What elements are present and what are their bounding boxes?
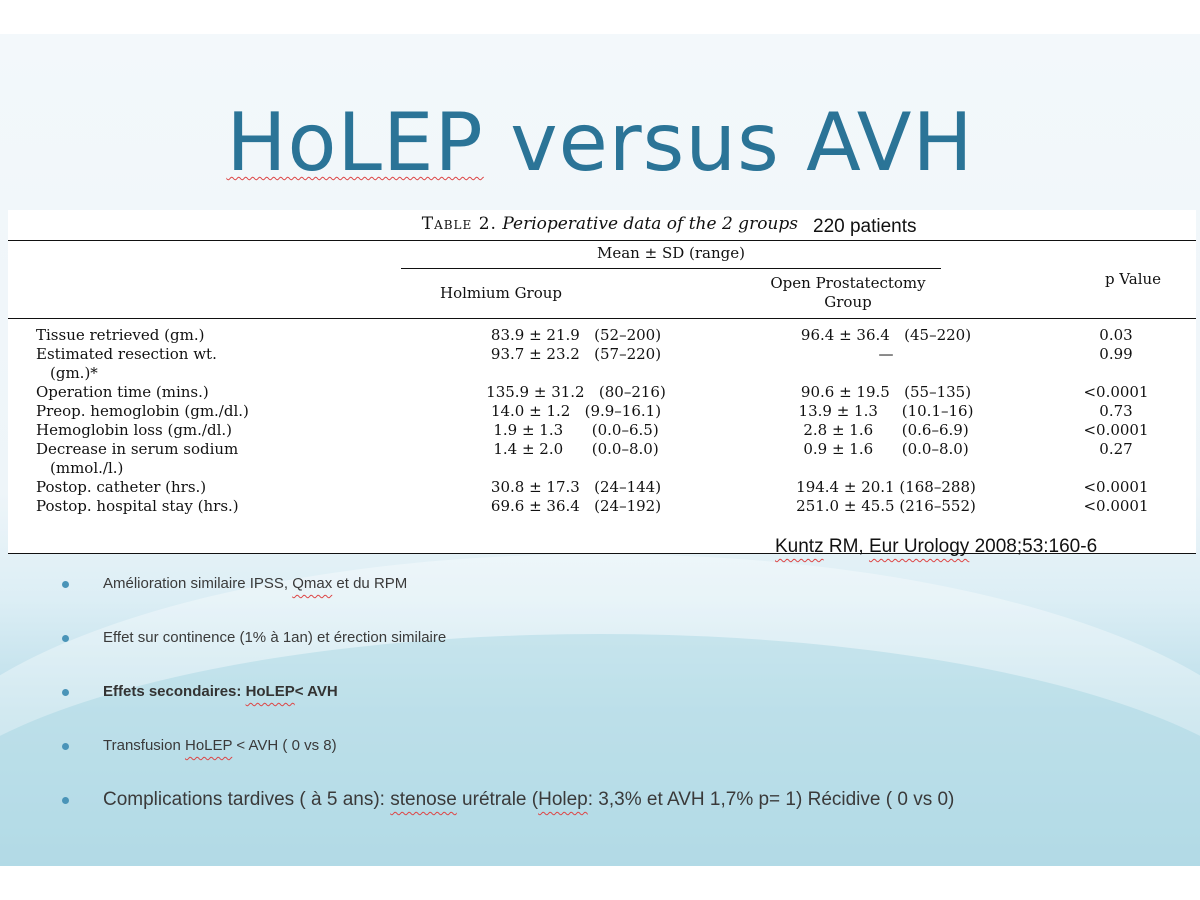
holmium-value bbox=[416, 478, 736, 497]
holmium-value bbox=[416, 345, 736, 383]
open-value bbox=[736, 440, 1036, 478]
bullet-dot-icon bbox=[62, 581, 69, 588]
bullet-1-qmax: Qmax bbox=[292, 575, 333, 592]
holmium-value-text: 1.9 ± 1.3 (0.0–6.5) bbox=[493, 421, 659, 439]
header-holmium: Holmium Group bbox=[439, 284, 563, 302]
row-label bbox=[8, 478, 416, 497]
table-top-rule bbox=[8, 240, 1196, 241]
p-value bbox=[1036, 402, 1196, 421]
bullet-3-text: Effets secondaires: bbox=[103, 683, 246, 700]
header-group-rule bbox=[401, 268, 941, 269]
p-value-text: <0.0001 bbox=[1083, 383, 1149, 401]
holmium-value bbox=[416, 326, 736, 345]
bullet-4-tail: < AVH ( 0 vs 8) bbox=[232, 737, 337, 754]
table-caption-label: Table 2. bbox=[421, 214, 497, 234]
data-table bbox=[8, 326, 1196, 516]
row-label-text: Estimated resection wt. bbox=[36, 345, 217, 363]
holmium-value bbox=[416, 421, 736, 440]
holmium-value bbox=[416, 383, 736, 402]
bullet-text bbox=[103, 683, 338, 700]
citation bbox=[775, 536, 1097, 558]
holmium-value-text: 93.7 ± 23.2 (57–220) bbox=[490, 345, 662, 363]
holmium-value-text: 30.8 ± 17.3 (24–144) bbox=[490, 478, 662, 496]
table-row bbox=[8, 383, 1196, 402]
open-value-text: 194.4 ± 20.1 (168–288) bbox=[796, 478, 976, 496]
open-value-text: 90.6 ± 19.5 (55–135) bbox=[800, 383, 972, 401]
header-bottom-rule bbox=[8, 318, 1196, 319]
row-label-text: Postop. hospital stay (hrs.) bbox=[36, 497, 239, 515]
open-value-text: — bbox=[878, 345, 894, 363]
bullet-text: Effet sur continence (1% à 1an) et érection similaire bbox=[103, 629, 447, 646]
row-label bbox=[8, 497, 416, 516]
open-value bbox=[736, 402, 1036, 421]
p-value-text: 0.27 bbox=[1099, 440, 1133, 458]
holmium-value-text: 135.9 ± 31.2 (80–216) bbox=[486, 383, 666, 401]
row-label bbox=[8, 345, 416, 383]
table-caption-text: Perioperative data of the 2 groups bbox=[502, 214, 798, 234]
row-label-text: Preop. hemoglobin (gm./dl.) bbox=[36, 402, 249, 420]
table-row bbox=[8, 440, 1196, 478]
open-value-text: 2.8 ± 1.6 (0.6–6.9) bbox=[803, 421, 969, 439]
open-value-text: 96.4 ± 36.4 (45–220) bbox=[800, 326, 972, 344]
open-value bbox=[736, 326, 1036, 345]
citation-journal: Eur Urology bbox=[868, 536, 970, 557]
header-p-value: p Value bbox=[1104, 270, 1162, 288]
open-value bbox=[736, 383, 1036, 402]
holmium-value-text: 14.0 ± 1.2 (9.9–16.1) bbox=[490, 402, 662, 420]
p-value bbox=[1036, 497, 1196, 516]
row-label bbox=[8, 402, 416, 421]
open-value bbox=[736, 478, 1036, 497]
table-row bbox=[8, 421, 1196, 440]
open-value bbox=[736, 345, 1036, 383]
header-group: Mean ± SD (range) bbox=[597, 244, 745, 262]
bullet-3-holep: HoLEP bbox=[245, 683, 295, 700]
p-value bbox=[1036, 478, 1196, 497]
row-label-text: Decrease in serum sodium bbox=[36, 440, 239, 458]
row-label-continuation: (gm.)* bbox=[50, 364, 98, 382]
holmium-value bbox=[416, 440, 736, 478]
row-label bbox=[8, 383, 416, 402]
row-label-continuation: (mmol./l.) bbox=[50, 459, 124, 477]
slide bbox=[0, 34, 1200, 866]
table-row bbox=[8, 345, 1196, 383]
row-label-text: Operation time (mins.) bbox=[36, 383, 209, 401]
bullet-5-stenose: stenose bbox=[390, 789, 457, 810]
p-value bbox=[1036, 383, 1196, 402]
bullet-dot-icon bbox=[62, 689, 69, 696]
row-label-text: Postop. catheter (hrs.) bbox=[36, 478, 207, 496]
bullet-text bbox=[103, 575, 407, 592]
table-caption bbox=[8, 214, 798, 234]
bullet-5-holep: Holep bbox=[538, 789, 588, 810]
bullet-5-tail: : 3,3% et AVH 1,7% p= 1) Récidive ( 0 vs 0) bbox=[587, 789, 955, 810]
citation-author: Kuntz bbox=[775, 536, 824, 557]
table-row bbox=[8, 497, 1196, 516]
open-value-text: 251.0 ± 45.5 (216–552) bbox=[796, 497, 976, 515]
bullet-5-text: Complications tardives ( à 5 ans): bbox=[103, 789, 391, 810]
row-label bbox=[8, 326, 416, 345]
p-value bbox=[1036, 345, 1196, 383]
row-label bbox=[8, 421, 416, 440]
row-label-text: Hemoglobin loss (gm./dl.) bbox=[36, 421, 232, 439]
holmium-value bbox=[416, 497, 736, 516]
bullet-3-tail: < AVH bbox=[294, 683, 338, 700]
p-value bbox=[1036, 421, 1196, 440]
bullet-text bbox=[103, 789, 954, 811]
row-label-text: Tissue retrieved (gm.) bbox=[36, 326, 205, 344]
table-row bbox=[8, 326, 1196, 345]
open-value bbox=[736, 421, 1036, 440]
holmium-value-text: 83.9 ± 21.9 (52–200) bbox=[490, 326, 662, 344]
holmium-value-text: 69.6 ± 36.4 (24–192) bbox=[490, 497, 662, 515]
p-value-text: <0.0001 bbox=[1083, 421, 1149, 439]
title-holep: HoLEP bbox=[226, 96, 484, 189]
open-value bbox=[736, 497, 1036, 516]
patients-note: 220 patients bbox=[813, 216, 917, 237]
bullet-1-text: Amélioration similaire IPSS, bbox=[103, 575, 293, 592]
bullet-dot-icon bbox=[62, 635, 69, 642]
open-value-text: 13.9 ± 1.3 (10.1–16) bbox=[798, 402, 974, 420]
bullet-4-holep: HoLEP bbox=[184, 737, 233, 754]
p-value-text: 0.73 bbox=[1099, 402, 1133, 420]
header-open-1: Open Prostatectomy bbox=[770, 274, 926, 292]
open-value-text: 0.9 ± 1.6 (0.0–8.0) bbox=[803, 440, 969, 458]
bullet-5-mid: urétrale ( bbox=[456, 789, 539, 810]
citation-ref: 2008;53:160-6 bbox=[969, 536, 1098, 557]
p-value-text: 0.03 bbox=[1099, 326, 1133, 344]
bullet-text bbox=[103, 737, 337, 754]
bullet-1-tail: et du RPM bbox=[332, 575, 408, 592]
citation-text: RM, bbox=[823, 536, 869, 557]
table-row bbox=[8, 402, 1196, 421]
row-label bbox=[8, 440, 416, 478]
header-open-2: Group bbox=[824, 293, 872, 311]
p-value-text: 0.99 bbox=[1099, 345, 1133, 363]
title-rest: versus AVH bbox=[483, 96, 974, 189]
bullet-4-text: Transfusion bbox=[103, 737, 185, 754]
p-value bbox=[1036, 326, 1196, 345]
bullet-dot-icon bbox=[62, 797, 69, 804]
p-value-text: <0.0001 bbox=[1083, 478, 1149, 496]
holmium-value-text: 1.4 ± 2.0 (0.0–8.0) bbox=[493, 440, 659, 458]
table-figure bbox=[8, 210, 1196, 554]
holmium-value bbox=[416, 402, 736, 421]
p-value bbox=[1036, 440, 1196, 478]
table-row bbox=[8, 478, 1196, 497]
bullet-dot-icon bbox=[62, 743, 69, 750]
slide-title bbox=[0, 96, 1200, 189]
p-value-text: <0.0001 bbox=[1083, 497, 1149, 515]
